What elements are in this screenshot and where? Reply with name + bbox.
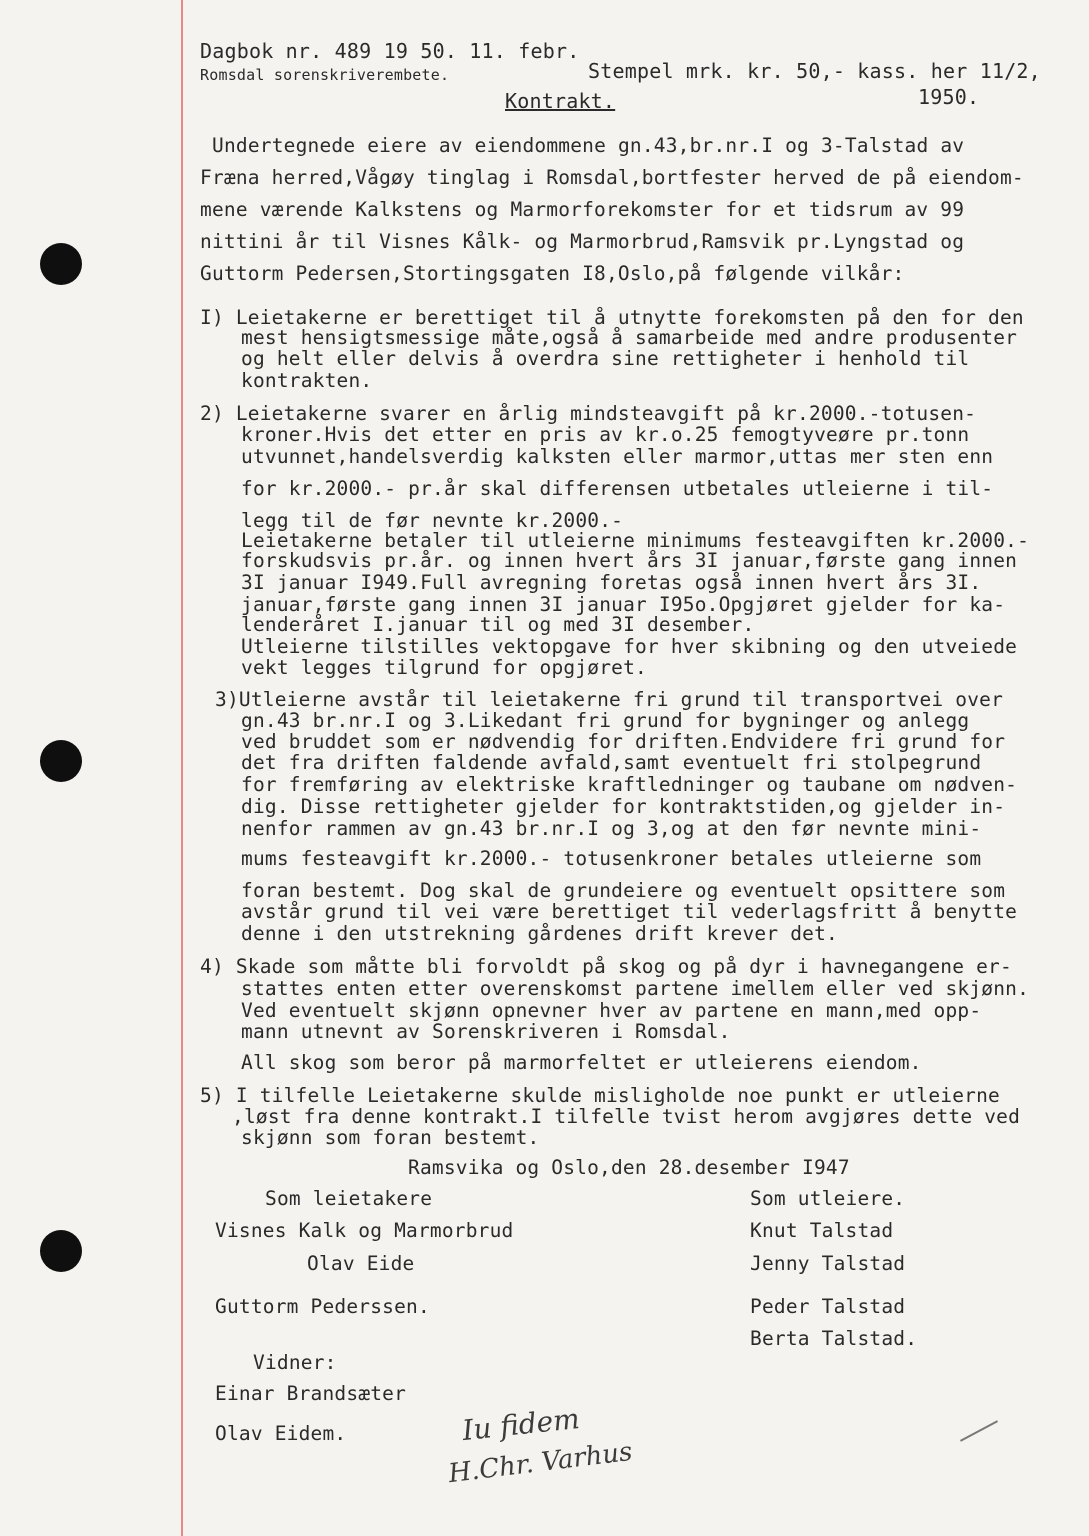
body-line: nenfor rammen av gn.43 br.nr.I og 3,og at den før nevnte mini- [241, 817, 982, 840]
body-line: Ved eventuelt skjønn opnevner hver av partene en mann,med opp- [241, 999, 982, 1022]
lessor-name: Peder Talstad [750, 1295, 906, 1318]
body-line: Leietakerne betaler til utleierne minimums festeavgiften kr.2000.- [241, 529, 1030, 552]
punch-hole [40, 1230, 82, 1272]
punch-hole [40, 243, 82, 285]
lessee-company: Visnes Kalk og Marmorbrud [215, 1219, 514, 1242]
stamp-fee-line: Stempel mrk. kr. 50,- kass. her 11/2, [588, 59, 1041, 83]
lessor-name: Jenny Talstad [750, 1252, 906, 1275]
body-line: og helt eller delvis å overdra sine rettigheter i henhold til [241, 347, 970, 370]
witness-name: Olav Eidem. [215, 1422, 347, 1445]
lessee-name: Olav Eide [307, 1252, 415, 1275]
handwritten-signature: H.Chr. Varhus [446, 1436, 634, 1490]
body-line: Utleierne tilstilles vektopgave for hver skibning og den utveiede [241, 635, 1018, 658]
body-line: avstår grund til vei være berettiget til vederlagsfritt å benytte [241, 900, 1018, 923]
pencil-mark [960, 1420, 998, 1441]
body-line: mums festeavgift kr.2000.- totusenkroner betales utleierne som [241, 847, 982, 870]
body-line: mene værende Kalkstens og Marmorforekomster for et tidsrum av 99 [200, 198, 965, 221]
body-line: 2) Leietakerne svarer en årlig mindsteavgift på kr.2000.-totusen- [200, 402, 977, 425]
body-line: Fræna herred,Vågøy tinglag i Romsdal,bortfester herved de på eiendom- [200, 166, 1024, 189]
body-line: lenderåret I.januar til og med 3I desember. [241, 613, 755, 636]
lessee-name: Guttorm Pederssen. [215, 1295, 430, 1318]
body-line: det fra driften faldende avfald,samt eventuelt fri stolpegrund [241, 751, 982, 774]
body-line: foran bestemt. Dog skal de grundeiere og eventuelt opsittere som [241, 879, 1006, 902]
body-line: vekt legges tilgrund for opgjøret. [241, 656, 647, 679]
body-line: kroner.Hvis det etter en pris av kr.o.25 femogtyveøre pr.tonn [241, 423, 970, 446]
body-line: denne i den utstrekning gårdenes drift krever det. [241, 922, 838, 945]
body-line: ,løst fra denne kontrakt.I tilfelle tvist herom avgjøres dette ved [232, 1105, 1021, 1128]
body-line: mann utnevnt av Sorenskriveren i Romsdal. [241, 1020, 731, 1043]
body-line: Guttorm Pedersen,Stortingsgaten I8,Oslo,på følgende vilkår: [200, 262, 905, 285]
body-line: for fremføring av elektriske kraftledninger og taubane om nødven- [241, 773, 1018, 796]
lessor-name: Knut Talstad [750, 1219, 894, 1242]
body-line: nittini år til Visnes Kålk- og Marmorbrud,Ramsvik pr.Lyngstad og [200, 230, 965, 253]
body-line: I) Leietakerne er berettiget til å utnytte forekomsten på den for den [200, 306, 1024, 329]
body-line: stattes enten etter overenskomst partene imellem eller ved skjønn. [241, 977, 1030, 1000]
body-line: 3)Utleierne avstår til leietakerne fri grund til transportvei over [215, 688, 1004, 711]
body-line: utvunnet,handelsverdig kalksten eller marmor,uttas mer sten enn [241, 445, 994, 468]
body-line: januar,første gang innen 3I januar I95o.Opgjøret gjelder for ka- [241, 593, 1006, 616]
body-line: for kr.2000.- pr.år skal differensen utbetales utleierne i til- [241, 477, 994, 500]
body-line: mest hensigtsmessige måte,også å samarbeide med andre produsenter [241, 326, 1018, 349]
body-line: dig. Disse rettigheter gjelder for kontraktstiden,og gjelder in- [241, 795, 1006, 818]
lessor-heading: Som utleiere. [750, 1187, 906, 1210]
margin-line [181, 0, 183, 1536]
body-line: forskudsvis pr.år. og innen hvert års 3I januar,første gang innen [241, 549, 1018, 572]
body-line: All skog som beror på marmorfeltet er utleierens eiendom. [241, 1051, 922, 1074]
witness-heading: Vidner: [253, 1351, 337, 1374]
body-line: skjønn som foran bestemt. [241, 1126, 540, 1149]
body-line: ved bruddet som er nødvendig for driften.Endvidere fri grund for [241, 730, 1006, 753]
body-line: 5) I tilfelle Leietakerne skulde misligholde noe punkt er utleierne [200, 1084, 1000, 1107]
place-date: Ramsvika og Oslo,den 28.desember I947 [408, 1156, 850, 1179]
lessee-heading: Som leietakere [265, 1187, 433, 1210]
stamp-year: 1950. [918, 85, 980, 109]
body-line: legg til de før nevnte kr.2000.- [241, 509, 624, 532]
body-line: Undertegnede eiere av eiendommene gn.43,br.nr.I og 3-Talstad av [212, 134, 965, 157]
body-line: 3I januar I949.Full avregning foretas også innen hvert års 3I. [241, 571, 982, 594]
dagbok-number: Dagbok nr. 489 19 50. 11. febr. [200, 39, 580, 63]
lessor-name: Berta Talstad. [750, 1327, 918, 1350]
handwritten-attestation: Iu fidem [460, 1401, 582, 1448]
body-line: gn.43 br.nr.I og 3.Likedant fri grund for bygninger og anlegg [241, 709, 970, 732]
body-line: 4) Skade som måtte bli forvoldt på skog og på dyr i havnegangene er- [200, 955, 1012, 978]
witness-name: Einar Brandsæter [215, 1382, 407, 1405]
office-stamp: Romsdal sorenskriverembete. [200, 66, 450, 84]
body-line: kontrakten. [241, 369, 373, 392]
document-title: Kontrakt. [505, 89, 616, 113]
punch-hole [40, 740, 82, 782]
